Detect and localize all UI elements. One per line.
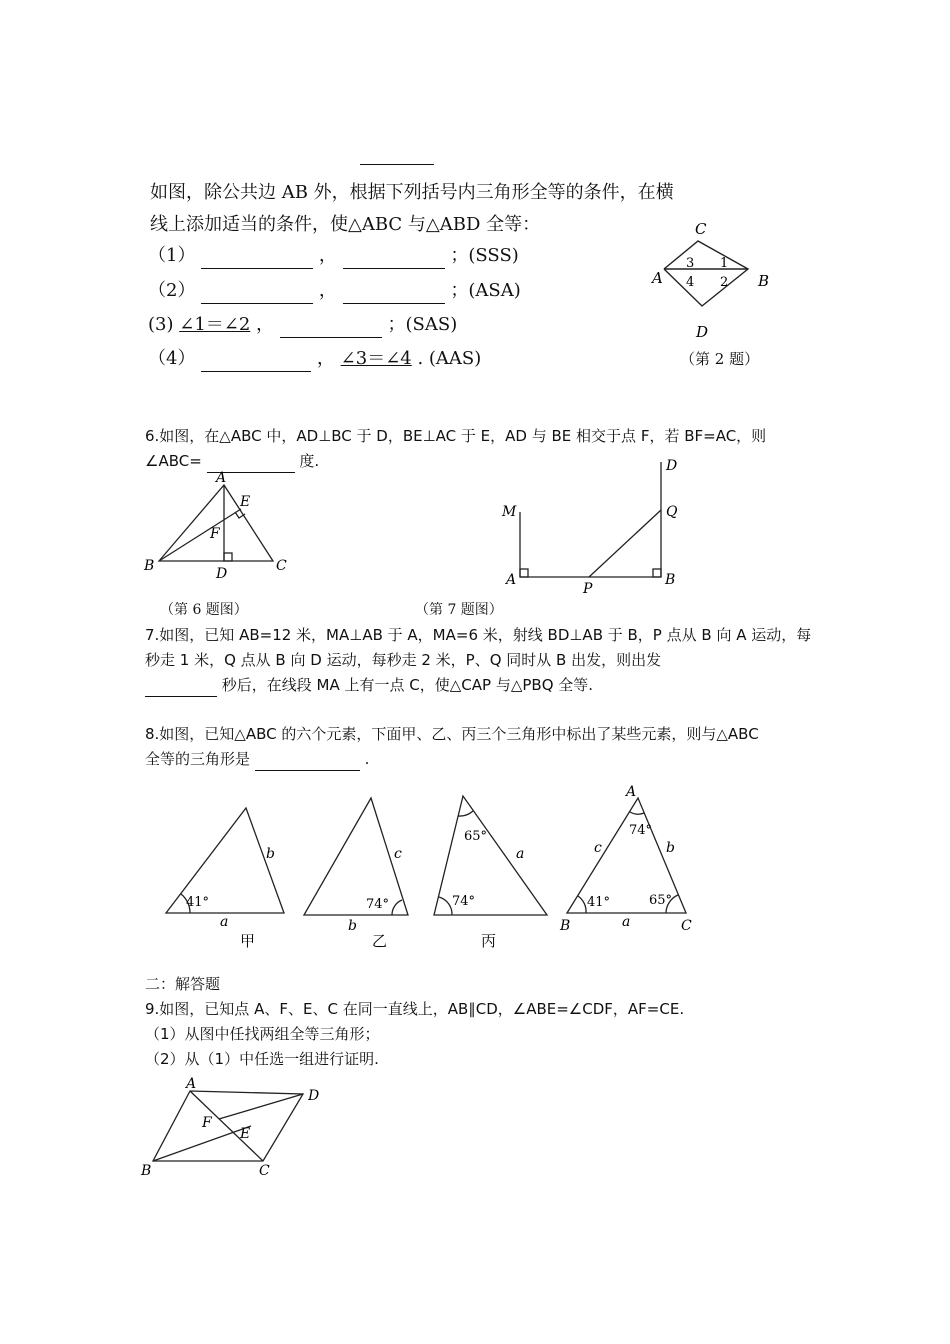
answer-blank[interactable] bbox=[201, 353, 311, 372]
q7-line1: 7.如图，已知 AB=12 米，MA⊥AB 于 A，MA=6 米，射线 BD⊥AB 于 B，P 点从 B 向 A 运动，每 bbox=[145, 626, 812, 644]
label-e: E bbox=[240, 1126, 251, 1142]
triangle-name: 乙 bbox=[372, 932, 388, 950]
angle-c-label: 65° bbox=[649, 893, 673, 908]
q8-line2: 全等的三角形是 . bbox=[145, 747, 369, 771]
label-c: C bbox=[259, 1163, 270, 1179]
q9-line1: 9.如图，已知点 A、F、E、C 在同一直线上，AB∥CD，∠ABE=∠CDF，AF=CE. bbox=[145, 1000, 685, 1018]
label-b: B bbox=[758, 272, 770, 290]
label-b: B bbox=[141, 1163, 152, 1179]
label-b: B bbox=[560, 918, 571, 934]
q5-line2: 线上添加适当的条件，使△ABC 与△ABD 全等： bbox=[150, 214, 541, 235]
triangle-yi bbox=[304, 798, 408, 950]
label-d: D bbox=[696, 323, 709, 341]
q5-figure-caption: （第 2 题） bbox=[680, 350, 760, 368]
q5-item1: （1） ， ；(SSS) bbox=[148, 243, 519, 269]
label-f: F bbox=[202, 1115, 212, 1131]
q6-figure-caption: （第 6 题图） bbox=[160, 602, 248, 618]
side-b-label: b bbox=[666, 840, 675, 856]
answer-blank[interactable] bbox=[255, 752, 360, 771]
q5-line1: 如图，除公共边 AB 外，根据下列括号内三角形全等的条件，在横 bbox=[150, 182, 674, 203]
answer-blank[interactable] bbox=[201, 285, 313, 304]
side-c-label: c bbox=[394, 846, 402, 862]
q9-line3: （2）从（1）中任选一组进行证明. bbox=[145, 1050, 379, 1068]
triangle-bing bbox=[434, 796, 547, 950]
label-p: P bbox=[583, 581, 593, 597]
label-e: E bbox=[240, 494, 251, 510]
top-cut-blank bbox=[360, 146, 434, 165]
side-a-label: a bbox=[220, 914, 229, 930]
label-d: D bbox=[308, 1088, 320, 1104]
label-b: B bbox=[144, 558, 155, 574]
label-q: Q bbox=[666, 504, 678, 520]
q5-item3: (3) ∠1＝∠2 ， ；(SAS) bbox=[148, 312, 457, 338]
answer-blank[interactable] bbox=[280, 319, 382, 338]
label-a: A bbox=[216, 470, 227, 486]
q9-line2: （1）从图中任找两组全等三角形； bbox=[145, 1025, 380, 1043]
label-c: C bbox=[695, 220, 707, 238]
label-a: A bbox=[626, 784, 637, 800]
label-m: M bbox=[502, 504, 517, 520]
q5-item4: （4） ， ∠3＝∠4 . (AAS) bbox=[148, 346, 481, 372]
label-a: A bbox=[506, 572, 517, 588]
label-c: C bbox=[681, 918, 692, 934]
angle-3-label: 3 bbox=[686, 256, 695, 271]
angle-b-label: 41° bbox=[587, 895, 611, 910]
angle-2-label: 2 bbox=[720, 275, 729, 290]
angle-1-label: 1 bbox=[720, 256, 729, 271]
q7-figure bbox=[495, 452, 695, 598]
q6-figure bbox=[140, 466, 300, 586]
answer-blank[interactable] bbox=[145, 678, 217, 697]
triangle-name: 甲 bbox=[240, 932, 256, 950]
q7-line2: 秒走 1 米，Q 点从 B 向 D 运动，每秒走 2 米，P、Q 同时从 B 出发，则出发 bbox=[145, 651, 662, 669]
answer-blank[interactable] bbox=[343, 250, 445, 269]
angle-label: 74° bbox=[366, 897, 390, 912]
label-d: D bbox=[666, 458, 678, 474]
side-c-label: c bbox=[594, 840, 602, 856]
label-a: A bbox=[652, 269, 663, 287]
answer-blank[interactable] bbox=[201, 250, 313, 269]
q6-line2: ∠ABC= 度. bbox=[145, 449, 319, 473]
angle-4-label: 4 bbox=[686, 275, 695, 290]
q9-figure bbox=[138, 1076, 338, 1181]
side-a-label: a bbox=[622, 914, 631, 930]
label-d: D bbox=[216, 566, 228, 582]
side-a-label: a bbox=[516, 846, 525, 862]
label-a: A bbox=[186, 1076, 197, 1092]
q7-figure-caption: （第 7 题图） bbox=[415, 602, 503, 618]
triangle-name: 丙 bbox=[481, 932, 497, 950]
q5-item2: （2） ， ；(ASA) bbox=[148, 278, 521, 304]
angle-left-label: 74° bbox=[452, 894, 476, 909]
angle-top-label: 65° bbox=[464, 829, 488, 844]
triangle-abc bbox=[559, 784, 692, 934]
q7-line3: 秒后，在线段 MA 上有一点 C，使△CAP 与△PBQ 全等. bbox=[145, 673, 593, 697]
triangle-jia bbox=[166, 808, 284, 950]
angle-label: 41° bbox=[186, 895, 210, 910]
label-b: B bbox=[665, 572, 676, 588]
section-title: 二：解答题 bbox=[145, 975, 221, 993]
angle-a-label: 74° bbox=[629, 823, 653, 838]
label-f: F bbox=[210, 526, 220, 542]
side-b-label: b bbox=[266, 846, 275, 862]
q6-line1: 6.如图，在△ABC 中，AD⊥BC 于 D，BE⊥AC 于 E，AD 与 BE 相交于点 F，若 BF=AC，则 bbox=[145, 427, 767, 445]
side-b-label: b bbox=[348, 918, 357, 934]
answer-blank[interactable] bbox=[343, 285, 445, 304]
q8-line1: 8.如图，已知△ABC 的六个元素，下面甲、乙、丙三个三角形中标出了某些元素，则与△ABC bbox=[145, 725, 759, 743]
label-c: C bbox=[276, 558, 287, 574]
q8-figure-row bbox=[150, 780, 710, 950]
